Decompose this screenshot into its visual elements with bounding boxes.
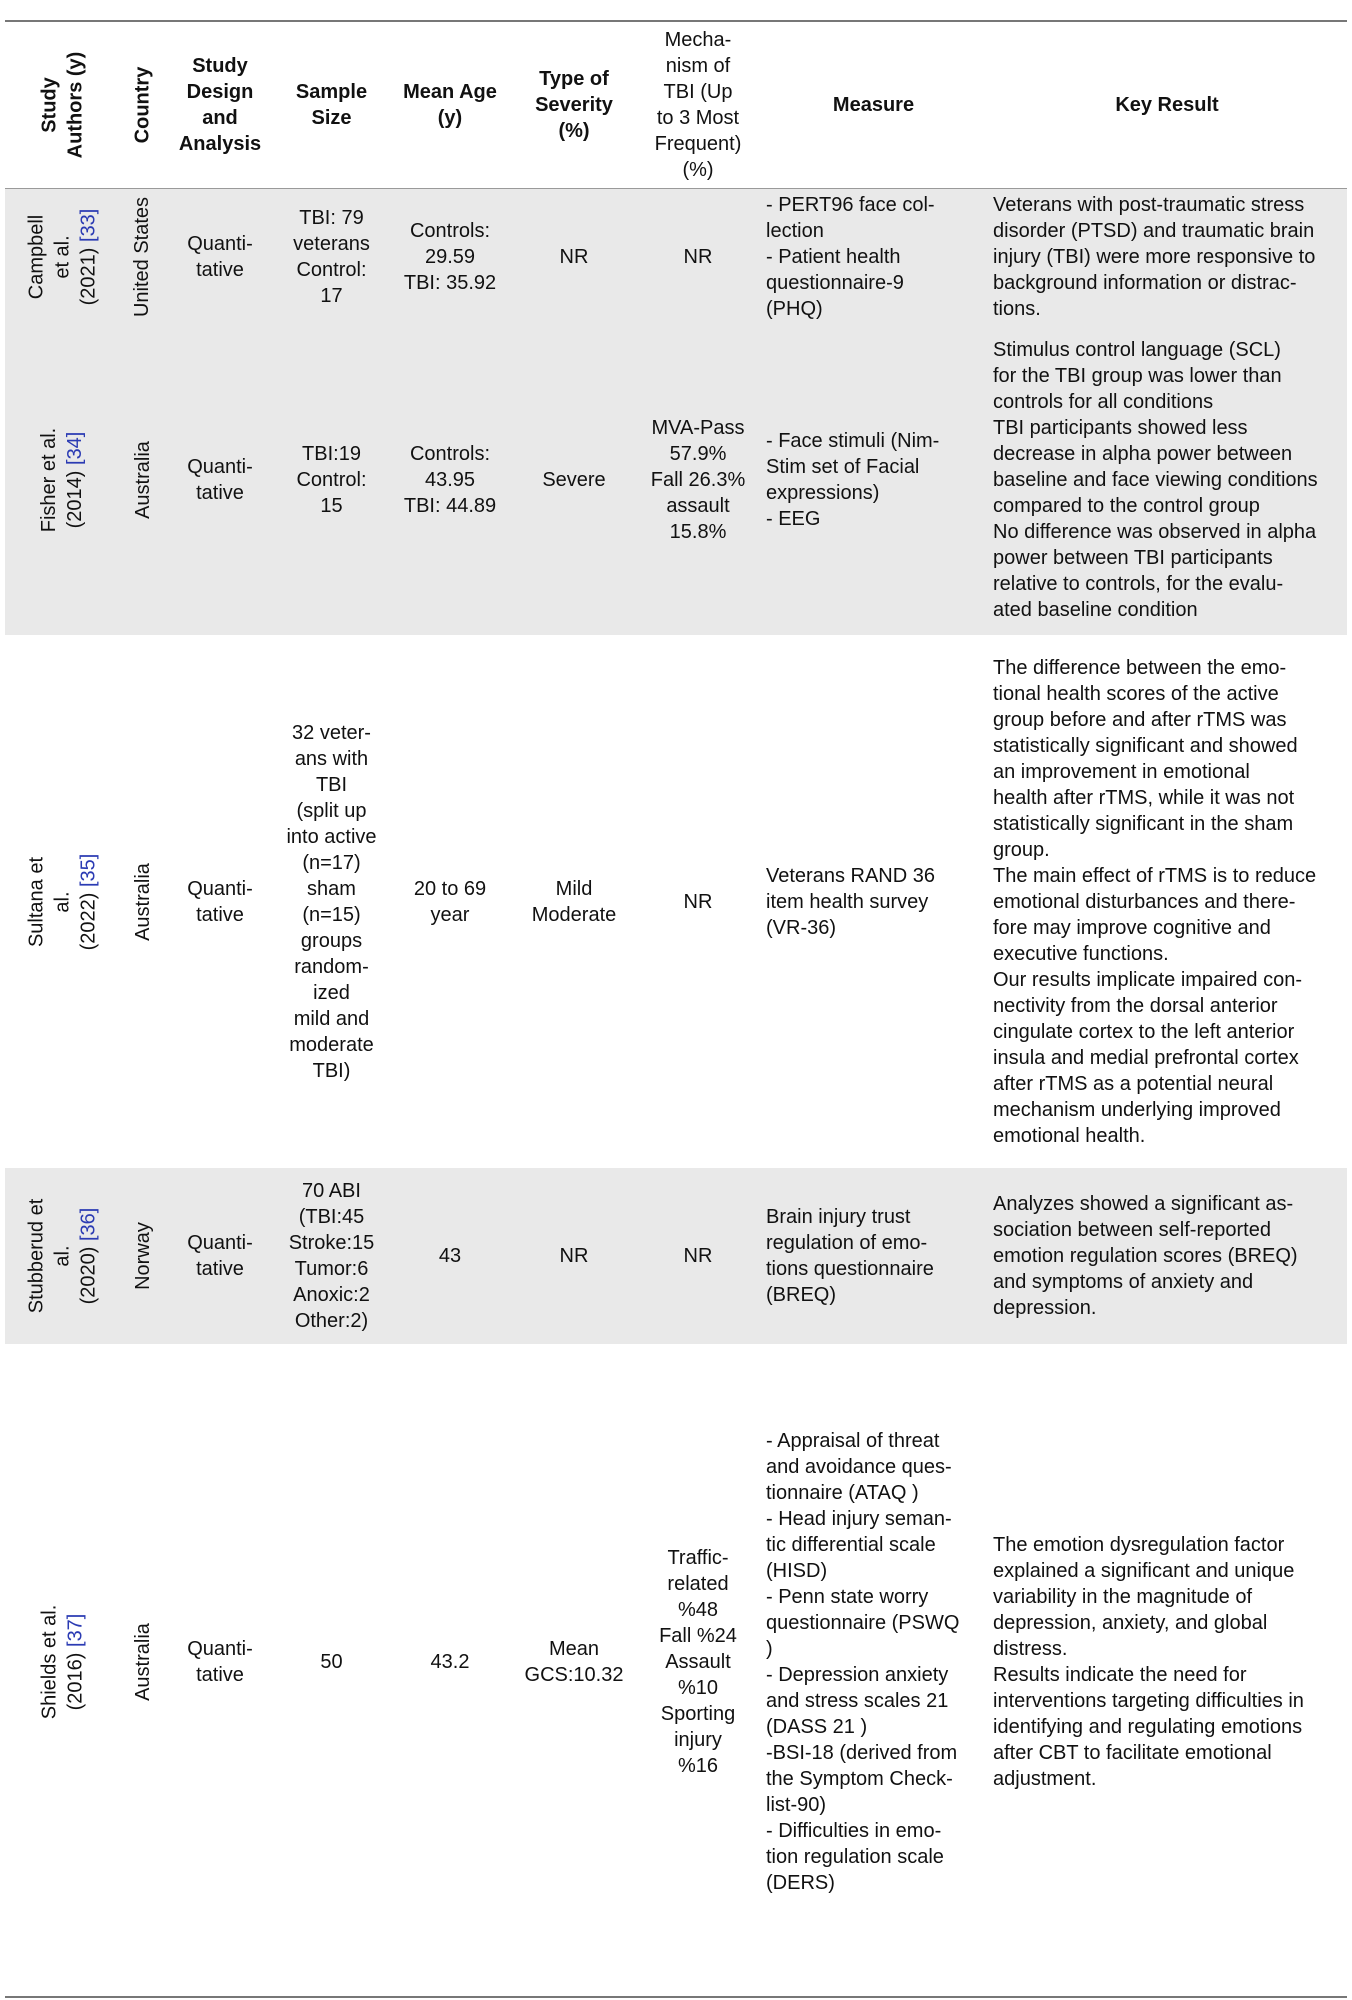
table-row xyxy=(5,325,1347,635)
header-result xyxy=(987,22,1347,188)
design-text: Quanti- tative xyxy=(187,1638,253,1686)
design-cell xyxy=(165,635,275,1168)
design-text: Quanti- tative xyxy=(187,1232,253,1280)
header-result-label: Key Result xyxy=(1115,94,1219,116)
header-sample xyxy=(275,22,388,188)
mechanism-text: NR xyxy=(683,1245,713,1267)
measure-cell xyxy=(760,325,987,635)
severity-cell xyxy=(512,189,636,325)
header-authors xyxy=(5,22,120,188)
result-cell xyxy=(987,189,1347,325)
measure-cell xyxy=(760,189,987,325)
design-text: Quanti- tative xyxy=(187,233,253,281)
sample-text: 32 veter- ans with TBI (split up into active (n=17) sham (n=15) groups random- ized mild and moderate TBI) xyxy=(286,721,377,1082)
mechanism-text: MVA-Pass 57.9% Fall 26.3% assault 15.8% xyxy=(650,417,746,543)
sample-cell xyxy=(275,1168,388,1344)
reference-link[interactable]: [37] xyxy=(64,1613,87,1647)
measure-cell xyxy=(760,1168,987,1344)
header-country-label: Country xyxy=(131,66,154,144)
country-cell xyxy=(120,189,165,325)
result-cell xyxy=(987,325,1347,635)
sample-cell xyxy=(275,189,388,325)
header-mechanism-label: Mecha- nism of TBI (Up to 3 Most Frequent) (%) xyxy=(654,29,742,181)
country-label: Australia xyxy=(131,441,154,519)
measure-text: - Face stimuli (Nim- Stim set of Facial expressions) - EEG xyxy=(766,430,940,530)
severity-text: NR xyxy=(559,1245,589,1267)
reference-link[interactable]: [36] xyxy=(77,1207,100,1241)
sample-cell xyxy=(275,635,388,1168)
header-country xyxy=(120,22,165,188)
sample-text: 50 xyxy=(320,1651,343,1673)
studies-table xyxy=(5,22,1347,1980)
mechanism-cell xyxy=(636,1168,760,1344)
header-severity-label: Type of Severity (%) xyxy=(535,68,613,142)
mechanism-cell xyxy=(636,325,760,635)
author-cell xyxy=(5,325,120,635)
reference-link[interactable]: [35] xyxy=(77,853,100,887)
age-cell xyxy=(388,1344,512,1980)
severity-text: Mean GCS:10.32 xyxy=(524,1638,624,1686)
age-cell xyxy=(388,325,512,635)
table-row xyxy=(5,635,1347,1168)
severity-cell xyxy=(512,325,636,635)
mechanism-cell xyxy=(636,1344,760,1980)
age-text: Controls: 29.59 TBI: 35.92 xyxy=(403,220,497,294)
header-design-label: Study Design and Analysis xyxy=(178,55,262,155)
mechanism-text: NR xyxy=(683,890,713,913)
age-cell xyxy=(388,189,512,325)
author-cell xyxy=(5,189,120,325)
measure-text: Brain injury trust regulation of emo- tions questionnaire (BREQ) xyxy=(766,1206,934,1306)
table-row xyxy=(5,1344,1347,1980)
result-cell xyxy=(987,1344,1347,1980)
age-text: 43.2 xyxy=(430,1651,470,1673)
measure-text: - PERT96 face col- lection - Patient health questionnaire-9 (PHQ) xyxy=(766,194,935,320)
header-severity xyxy=(512,22,636,188)
design-cell xyxy=(165,325,275,635)
age-text: Controls: 43.95 TBI: 44.89 xyxy=(403,443,497,517)
design-text: Quanti- tative xyxy=(187,877,253,926)
mechanism-cell xyxy=(636,635,760,1168)
header-age-label: Mean Age (y) xyxy=(403,81,497,129)
header-design xyxy=(165,22,275,188)
country-cell xyxy=(120,325,165,635)
result-text: The difference between the emo- tional health scores of the active group before and after rTMS was statistically significant and showed an improvement in emotional health after rTMS, while it was not statistically significant in the sham group. The main effect of rTMS is to reduce emotional disturbances and there- fore may improve cognitive and executive functions. Our results implicate impaired con- nectivity from the dorsal anterior cingulate cortex to the left anterior insula and medial prefrontal cortex after rTMS as a potential neural mechanism underlying improved emotional health. xyxy=(993,656,1317,1147)
measure-text: Veterans RAND 36 item health survey (VR-36) xyxy=(766,864,935,939)
author-label xyxy=(24,844,102,959)
mechanism-text: Traffic- related %48 Fall %24 Assault %10 Sporting injury %16 xyxy=(659,1547,737,1777)
author-cell xyxy=(5,1168,120,1344)
severity-cell xyxy=(512,1168,636,1344)
severity-text: Severe xyxy=(542,469,606,491)
author-cell xyxy=(5,635,120,1168)
severity-text: Mild Moderate xyxy=(531,877,617,926)
severity-cell xyxy=(512,1344,636,1980)
design-cell xyxy=(165,1344,275,1980)
measure-cell xyxy=(760,635,987,1168)
header-sample-label: Sample Size xyxy=(295,81,368,129)
author-text: Stubberud et al. (2020) xyxy=(25,1198,100,1314)
author-text: Fisher et al. (2014) xyxy=(38,427,87,533)
header-age xyxy=(388,22,512,188)
sample-cell xyxy=(275,325,388,635)
measure-cell xyxy=(760,1344,987,1980)
header-mechanism xyxy=(636,22,760,188)
result-text: The emotion dysregulation factor explained a significant and unique variability in the magnitude of depression, anxiety, and global distress. Results indicate the need for interventions targeting difficulties in identifying and regulating emotions after CBT to facilitate emotional adjustment. xyxy=(993,1534,1304,1790)
age-text: 20 to 69 year xyxy=(413,877,487,926)
author-text: Shields et al. (2016) xyxy=(38,1604,87,1720)
country-cell xyxy=(120,1344,165,1980)
result-cell xyxy=(987,635,1347,1168)
country-label: Norway xyxy=(131,1222,154,1290)
mechanism-text: NR xyxy=(683,246,713,268)
severity-text: NR xyxy=(559,246,589,268)
result-text: Analyzes showed a significant as- sociation between self-reported emotion regulation scores (BREQ) and symptoms of anxiety and depression. xyxy=(993,1193,1298,1319)
severity-cell xyxy=(512,635,636,1168)
reference-link[interactable]: [34] xyxy=(64,431,87,465)
author-text: Campbell et al. (2021) xyxy=(25,214,100,306)
table-bottom-rule xyxy=(5,1996,1347,1998)
age-cell xyxy=(388,635,512,1168)
country-label: Australia xyxy=(131,1623,154,1701)
header-authors-label: Study Authors (y) xyxy=(38,51,87,159)
result-cell xyxy=(987,1168,1347,1344)
age-cell xyxy=(388,1168,512,1344)
result-text: Stimulus control language (SCL) for the TBI group was lower than controls for all conditions TBI participants showed less decrease in alpha power between baseline and face viewing conditions compared to the control group No difference was observed in alpha power between TBI participants relative to controls, for the evalu- ated baseline condition xyxy=(993,339,1318,621)
country-cell xyxy=(120,1168,165,1344)
design-cell xyxy=(165,1168,275,1344)
author-label xyxy=(36,428,88,532)
reference-link[interactable]: [33] xyxy=(77,208,100,242)
sample-text: TBI: 79 veterans Control: 17 xyxy=(293,207,370,307)
country-label: United States xyxy=(131,196,154,318)
sample-text: 70 ABI (TBI:45 Stroke:15 Tumor:6 Anoxic:2 Other:2) xyxy=(288,1180,375,1332)
design-text: Quanti- tative xyxy=(187,456,253,504)
header-measure-label: Measure xyxy=(832,94,915,116)
author-text: Sultana et al. (2022) xyxy=(25,856,100,950)
age-text: 43 xyxy=(438,1245,462,1267)
table-row xyxy=(5,189,1347,325)
table-header-row xyxy=(5,22,1347,189)
sample-text: TBI:19 Control: 15 xyxy=(296,443,367,517)
header-measure xyxy=(760,22,987,188)
author-label xyxy=(23,209,101,306)
measure-text: - Appraisal of threat and avoidance ques- tionnaire (ATAQ ) - Head injury seman- tic differential scale (HISD) - Penn state worry questionnaire (PSWQ ) - Depression anxiety and stress scales 21 (DASS 21 ) -BSI-18 (derived from the Symptom Check- list-90) - Difficulties in emo- tion regulation scale (DERS) xyxy=(766,1430,960,1894)
author-cell xyxy=(5,1344,120,1980)
author-label xyxy=(36,1605,88,1720)
country-cell xyxy=(120,635,165,1168)
result-text: Veterans with post-traumatic stress disorder (PTSD) and traumatic brain injury (TBI) were more responsive to background information or distrac- tions. xyxy=(993,194,1316,320)
sample-cell xyxy=(275,1344,388,1980)
design-cell xyxy=(165,189,275,325)
mechanism-cell xyxy=(636,189,760,325)
table-row xyxy=(5,1168,1347,1344)
author-label xyxy=(24,1199,102,1314)
country-label: Australia xyxy=(131,862,154,941)
